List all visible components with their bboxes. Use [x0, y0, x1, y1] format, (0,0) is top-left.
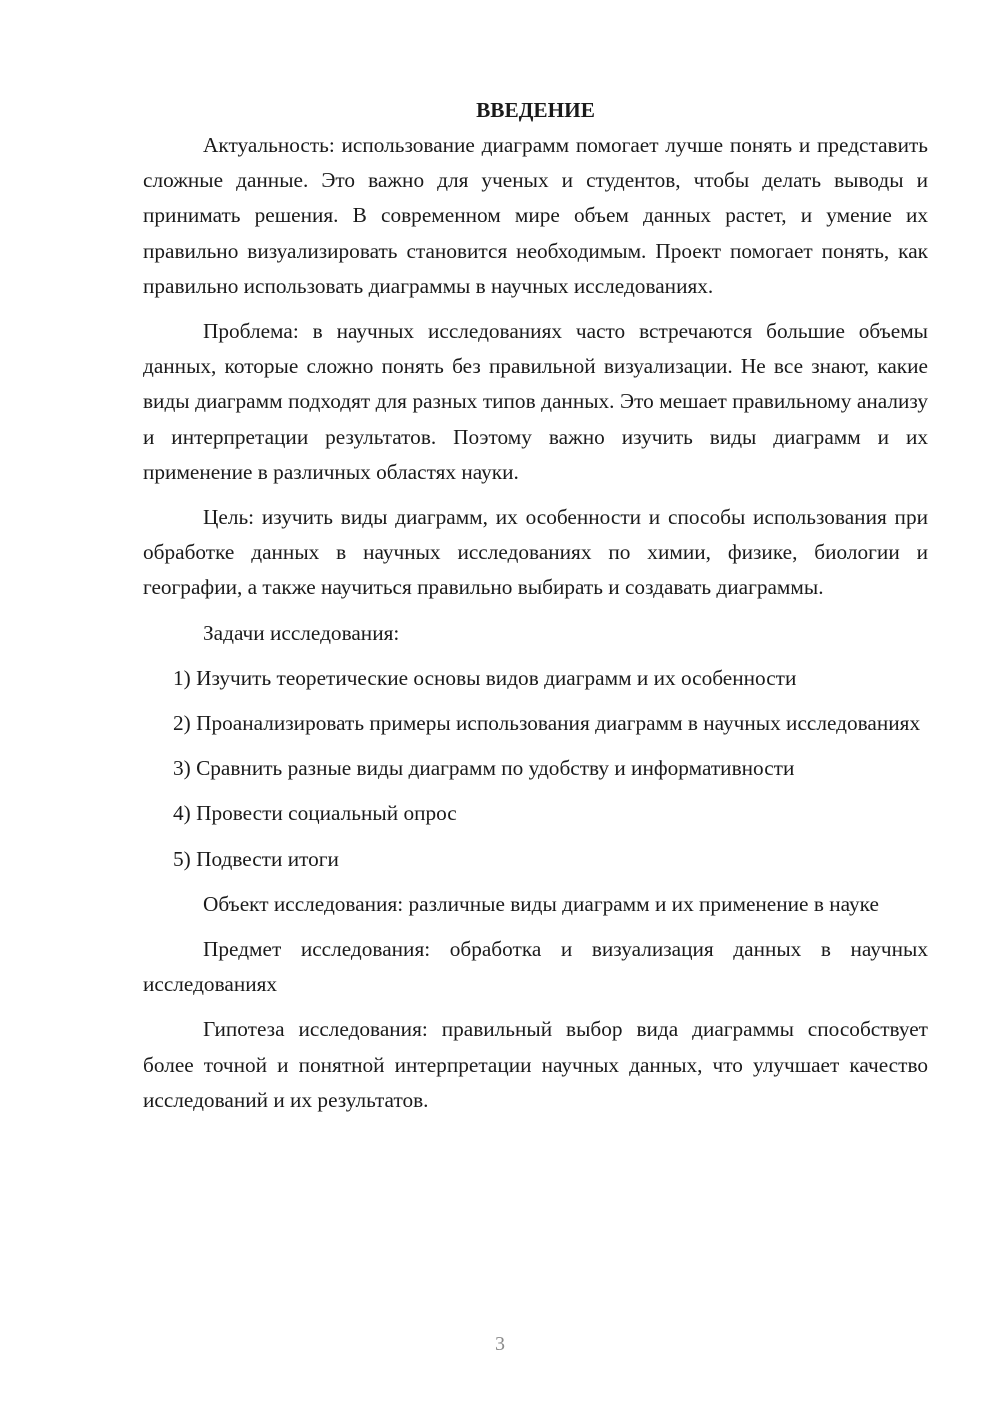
task-item: 3) Сравнить разные виды диаграмм по удобству и информативности — [173, 756, 795, 781]
task-item: 4) Провести социальный опрос — [173, 801, 457, 826]
task-item: 2) Проанализировать примеры использования диаграмм в научных исследованиях — [173, 711, 921, 736]
page-number: 3 — [495, 1333, 505, 1355]
object-paragraph: Объект исследования: различные виды диаграмм и их применение в науке — [203, 891, 879, 916]
problem-paragraph: Проблема: в научных исследованиях часто встречаются большие объемы данных, которые сложно понять без правильной визуализации. Не все знают, какие виды диаграмм подходят для разных типов данных. Это мешает правильному анализу и интерпретации результатов. Поэтому важно изучить виды диаграмм и их применение в различных областях науки. — [143, 319, 928, 484]
relevance-paragraph: Актуальность: использование диаграмм помогает лучше понять и представить сложные данные. Это важно для ученых и студентов, чтобы делать выводы и принимать решения. В современном мире объем данных растет, и умение их правильно визуализировать становится необходимым. Проект помогает понять, как правильно использовать диаграммы в научных исследованиях. — [143, 133, 928, 298]
goal-paragraph: Цель: изучить виды диаграмм, их особенности и способы использования при обработке данных в научных исследованиях по химии, физике, биологии и географии, а также научиться правильно выбирать и создавать диаграммы. — [143, 505, 928, 600]
tasks-title: Задачи исследования: — [203, 620, 400, 645]
page-content — [143, 93, 928, 1118]
task-item: 5) Подвести итоги — [173, 846, 339, 871]
subject-paragraph: Предмет исследования: обработка и визуализация данных в научных исследованиях — [143, 937, 928, 997]
section-heading: ВВЕДЕНИЕ — [476, 98, 595, 122]
task-item: 1) Изучить теоретические основы видов диаграмм и их особенности — [173, 665, 797, 690]
hypothesis-paragraph: Гипотеза исследования: правильный выбор вида диаграммы способствует более точной и понятной интерпретации научных данных, что улучшает качество исследований и их результатов. — [143, 1017, 928, 1112]
